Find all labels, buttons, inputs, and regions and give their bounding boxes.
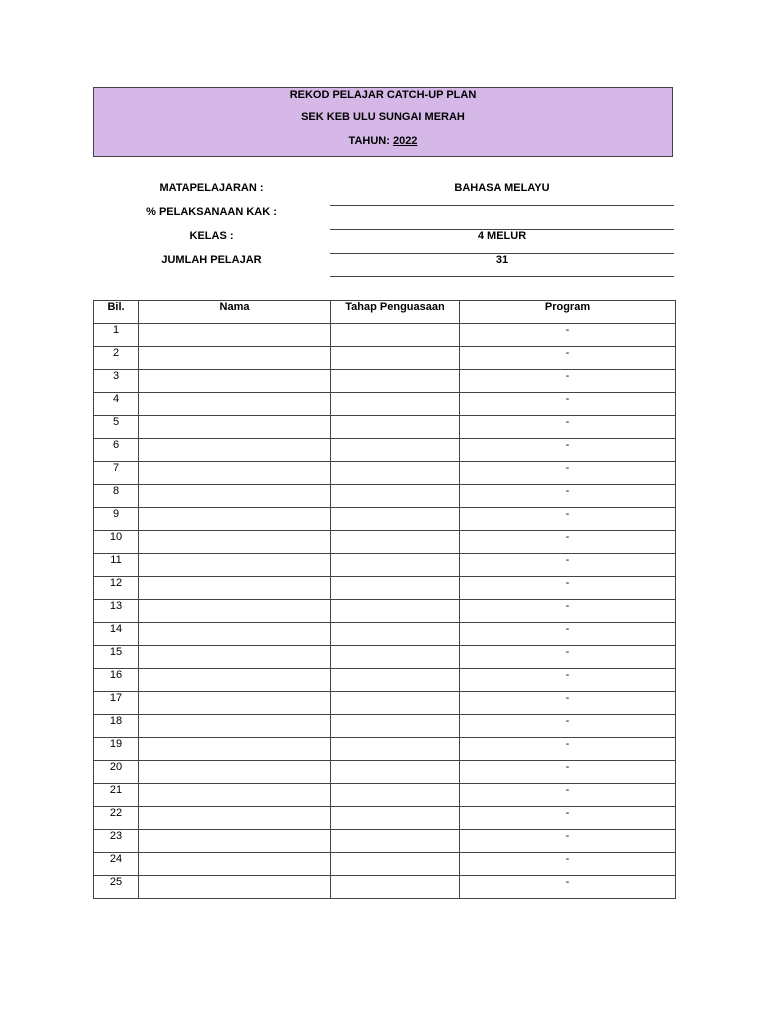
table-row bbox=[94, 876, 676, 899]
table-row bbox=[94, 600, 676, 623]
table-row bbox=[94, 324, 676, 347]
cell-nama bbox=[139, 554, 331, 577]
table-row bbox=[94, 738, 676, 761]
cell-program: - bbox=[460, 738, 676, 761]
cell-tahap-penguasaan bbox=[331, 807, 460, 830]
document-header bbox=[93, 87, 673, 157]
cell-program: - bbox=[460, 554, 676, 577]
student-record-table bbox=[93, 300, 676, 899]
cell-bil: 13 bbox=[94, 600, 139, 623]
cell-tahap-penguasaan bbox=[331, 876, 460, 899]
cell-bil: 10 bbox=[94, 531, 139, 554]
cell-program: - bbox=[460, 761, 676, 784]
table-row bbox=[94, 853, 676, 876]
cell-bil: 9 bbox=[94, 508, 139, 531]
year-value: 2022 bbox=[392, 135, 418, 147]
cell-nama bbox=[139, 416, 331, 439]
cell-nama bbox=[139, 462, 331, 485]
cell-bil: 17 bbox=[94, 692, 139, 715]
cell-program: - bbox=[460, 508, 676, 531]
cell-nama bbox=[139, 623, 331, 646]
cell-bil: 7 bbox=[94, 462, 139, 485]
cell-nama bbox=[139, 600, 331, 623]
cell-program: - bbox=[460, 370, 676, 393]
cell-program: - bbox=[460, 324, 676, 347]
table-row bbox=[94, 370, 676, 393]
cell-program: - bbox=[460, 462, 676, 485]
subject-label: MATAPELAJARAN : bbox=[159, 182, 264, 194]
cell-bil: 20 bbox=[94, 761, 139, 784]
cell-program: - bbox=[460, 784, 676, 807]
cell-program: - bbox=[460, 715, 676, 738]
cell-nama bbox=[139, 715, 331, 738]
cell-tahap-penguasaan bbox=[331, 623, 460, 646]
cell-bil: 14 bbox=[94, 623, 139, 646]
cell-tahap-penguasaan bbox=[331, 646, 460, 669]
table-row bbox=[94, 347, 676, 370]
cell-bil: 1 bbox=[94, 324, 139, 347]
cell-program: - bbox=[460, 876, 676, 899]
cell-bil: 8 bbox=[94, 485, 139, 508]
cell-program: - bbox=[460, 393, 676, 416]
cell-program: - bbox=[460, 577, 676, 600]
school-name: SEK KEB ULU SUNGAI MERAH bbox=[301, 111, 465, 123]
subject-value: BAHASA MELAYU bbox=[454, 182, 550, 194]
cell-bil: 21 bbox=[94, 784, 139, 807]
table-row bbox=[94, 646, 676, 669]
cell-bil: 5 bbox=[94, 416, 139, 439]
cell-nama bbox=[139, 738, 331, 761]
header-tahap-penguasaan: Tahap Penguasaan bbox=[331, 301, 460, 324]
table-row bbox=[94, 485, 676, 508]
cell-bil: 2 bbox=[94, 347, 139, 370]
cell-bil: 22 bbox=[94, 807, 139, 830]
table-row bbox=[94, 393, 676, 416]
class-label: KELAS : bbox=[189, 230, 234, 242]
cell-nama bbox=[139, 692, 331, 715]
cell-program: - bbox=[460, 485, 676, 508]
cell-program: - bbox=[460, 692, 676, 715]
table-body bbox=[94, 324, 676, 899]
year-label: TAHUN: bbox=[348, 135, 390, 147]
cell-bil: 15 bbox=[94, 646, 139, 669]
table-row bbox=[94, 416, 676, 439]
cell-nama bbox=[139, 876, 331, 899]
header-program: Program bbox=[460, 301, 676, 324]
cell-nama bbox=[139, 347, 331, 370]
cell-nama bbox=[139, 784, 331, 807]
cell-program: - bbox=[460, 600, 676, 623]
cell-nama bbox=[139, 669, 331, 692]
table-row bbox=[94, 462, 676, 485]
cell-nama bbox=[139, 324, 331, 347]
cell-program: - bbox=[460, 347, 676, 370]
cell-nama bbox=[139, 853, 331, 876]
table-row bbox=[94, 830, 676, 853]
cell-nama bbox=[139, 761, 331, 784]
cell-tahap-penguasaan bbox=[331, 439, 460, 462]
table-row bbox=[94, 807, 676, 830]
table-row bbox=[94, 531, 676, 554]
table-header-row bbox=[94, 301, 676, 324]
cell-bil: 23 bbox=[94, 830, 139, 853]
header-nama: Nama bbox=[139, 301, 331, 324]
cell-tahap-penguasaan bbox=[331, 554, 460, 577]
cell-tahap-penguasaan bbox=[331, 577, 460, 600]
table-row bbox=[94, 577, 676, 600]
table-row bbox=[94, 508, 676, 531]
cell-program: - bbox=[460, 853, 676, 876]
cell-tahap-penguasaan bbox=[331, 761, 460, 784]
cell-program: - bbox=[460, 669, 676, 692]
cell-program: - bbox=[460, 531, 676, 554]
cell-program: - bbox=[460, 623, 676, 646]
cell-nama bbox=[139, 531, 331, 554]
table-row bbox=[94, 623, 676, 646]
cell-tahap-penguasaan bbox=[331, 738, 460, 761]
cell-program: - bbox=[460, 830, 676, 853]
cell-tahap-penguasaan bbox=[331, 508, 460, 531]
cell-nama bbox=[139, 508, 331, 531]
cell-bil: 25 bbox=[94, 876, 139, 899]
cell-bil: 11 bbox=[94, 554, 139, 577]
cell-bil: 6 bbox=[94, 439, 139, 462]
table-row bbox=[94, 692, 676, 715]
cell-nama bbox=[139, 485, 331, 508]
cell-bil: 4 bbox=[94, 393, 139, 416]
class-value: 4 MELUR bbox=[477, 230, 527, 242]
cell-program: - bbox=[460, 807, 676, 830]
cell-bil: 18 bbox=[94, 715, 139, 738]
cell-program: - bbox=[460, 439, 676, 462]
students-underline bbox=[330, 276, 674, 277]
year-line bbox=[94, 134, 672, 148]
cell-nama bbox=[139, 646, 331, 669]
cell-tahap-penguasaan bbox=[331, 347, 460, 370]
cell-tahap-penguasaan bbox=[331, 393, 460, 416]
cell-tahap-penguasaan bbox=[331, 600, 460, 623]
cell-tahap-penguasaan bbox=[331, 669, 460, 692]
document-title: REKOD PELAJAR CATCH-UP PLAN bbox=[289, 89, 477, 101]
subject-underline bbox=[330, 205, 674, 206]
cell-nama bbox=[139, 830, 331, 853]
cell-tahap-penguasaan bbox=[331, 830, 460, 853]
table-row bbox=[94, 715, 676, 738]
cell-bil: 3 bbox=[94, 370, 139, 393]
table-row bbox=[94, 439, 676, 462]
kak-label: % PELAKSANAAN KAK : bbox=[146, 206, 277, 218]
cell-nama bbox=[139, 577, 331, 600]
cell-tahap-penguasaan bbox=[331, 692, 460, 715]
cell-bil: 16 bbox=[94, 669, 139, 692]
cell-bil: 12 bbox=[94, 577, 139, 600]
cell-program: - bbox=[460, 646, 676, 669]
cell-nama bbox=[139, 439, 331, 462]
cell-tahap-penguasaan bbox=[331, 853, 460, 876]
cell-nama bbox=[139, 370, 331, 393]
table-row bbox=[94, 784, 676, 807]
cell-nama bbox=[139, 807, 331, 830]
students-value: 31 bbox=[495, 254, 509, 266]
students-label: JUMLAH PELAJAR bbox=[161, 254, 262, 266]
table-row bbox=[94, 761, 676, 784]
cell-bil: 19 bbox=[94, 738, 139, 761]
cell-tahap-penguasaan bbox=[331, 370, 460, 393]
cell-bil: 24 bbox=[94, 853, 139, 876]
cell-tahap-penguasaan bbox=[331, 462, 460, 485]
cell-tahap-penguasaan bbox=[331, 784, 460, 807]
table-row bbox=[94, 669, 676, 692]
table-row bbox=[94, 554, 676, 577]
cell-nama bbox=[139, 393, 331, 416]
cell-tahap-penguasaan bbox=[331, 531, 460, 554]
cell-program: - bbox=[460, 416, 676, 439]
cell-tahap-penguasaan bbox=[331, 416, 460, 439]
cell-tahap-penguasaan bbox=[331, 715, 460, 738]
cell-tahap-penguasaan bbox=[331, 324, 460, 347]
header-bil: Bil. bbox=[94, 301, 139, 324]
cell-tahap-penguasaan bbox=[331, 485, 460, 508]
